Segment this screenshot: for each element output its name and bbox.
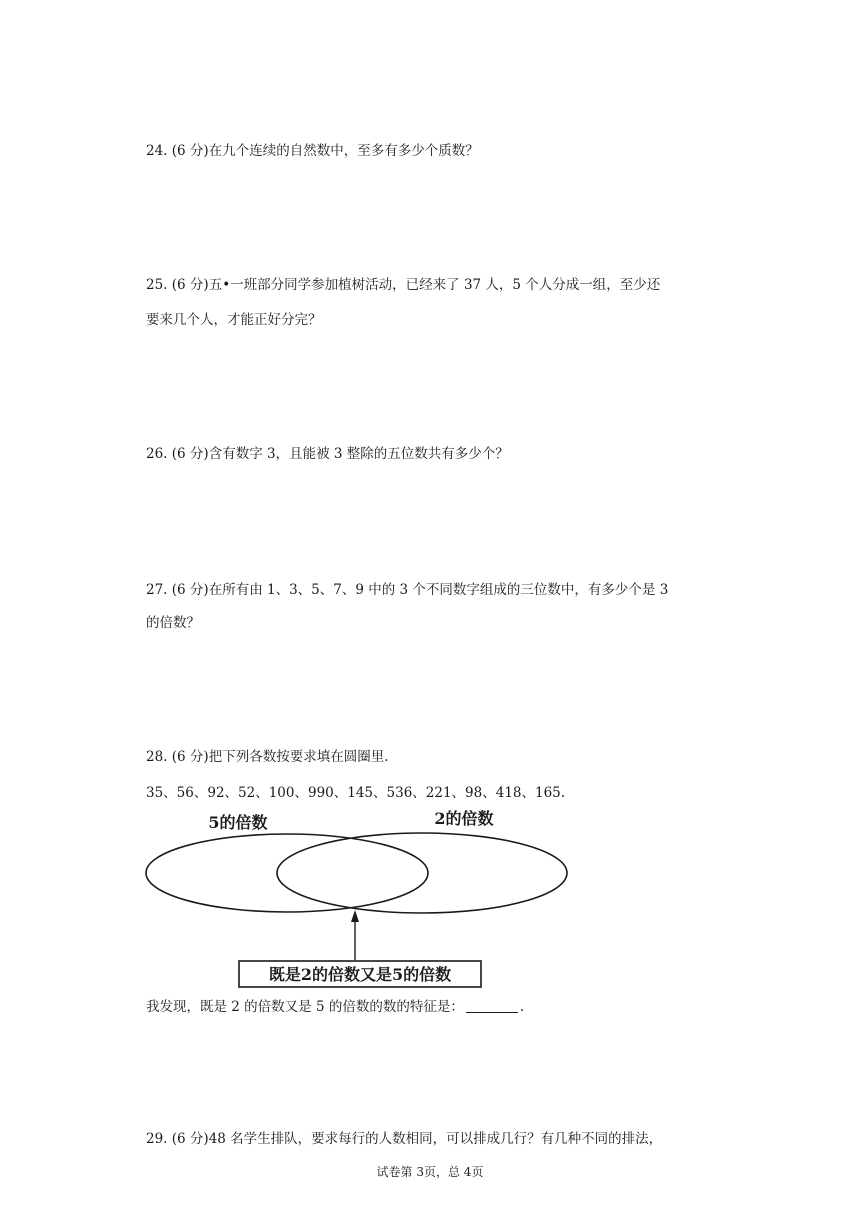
question-score: (6 分): [171, 582, 209, 598]
question-number: 29.: [146, 1131, 168, 1147]
question-text: 含有数字 3，且能被 3 整除的五位数共有多少个？: [208, 446, 509, 462]
question-24: [146, 141, 726, 161]
question-25-line-2: 要来几个人，才能正好分完？: [146, 312, 322, 328]
question-number: 27.: [146, 582, 168, 598]
question-number: 28.: [146, 749, 168, 765]
venn-arrow-head: [351, 910, 359, 922]
venn-right-ellipse: [277, 833, 567, 913]
question-text: 把下列各数按要求填在圆圈里.: [208, 749, 389, 765]
question-number: 26.: [146, 446, 168, 462]
question-text: 在所有由 1、3、5、7、9 中的 3 个不同数字组成的三位数中，有多少个是 3: [208, 582, 669, 598]
question-26: [146, 444, 726, 464]
venn-left-ellipse: [146, 834, 428, 912]
question-score: (6 分): [171, 446, 209, 462]
question-text: 五•一班部分同学参加植树活动，已经来了 37 人，5 个人分成一组，至少还: [208, 277, 661, 293]
venn-label-multiples-of-2: 2的倍数: [434, 809, 494, 828]
answer-blank[interactable]: [466, 998, 518, 1013]
question-text: 48 名学生排队，要求每行的人数相同，可以排成几行？有几种不同的排法，: [208, 1131, 663, 1147]
question-27-line-2: 的倍数？: [146, 615, 200, 631]
question-score: (6 分): [171, 749, 209, 765]
venn-diagram: [140, 802, 580, 992]
question-27: [146, 580, 726, 600]
question-score: (6 分): [171, 277, 209, 293]
finding-statement: [146, 997, 726, 1017]
question-number: 24.: [146, 143, 168, 159]
question-29: [146, 1129, 726, 1149]
venn-label-multiples-of-5: 5的倍数: [208, 813, 268, 832]
question-score: (6 分): [171, 1131, 209, 1147]
finding-text: 我发现，既是 2 的倍数又是 5 的倍数的数的特征是：: [146, 999, 464, 1015]
question-text: 在九个连续的自然数中，至多有多少个质数？: [208, 143, 479, 159]
page-footer: 试卷第 3页，总 4页: [376, 1165, 484, 1179]
question-28: [146, 747, 726, 767]
finding-end: .: [519, 999, 525, 1015]
venn-intersection-label: 既是2的倍数又是5的倍数: [268, 965, 452, 984]
question-score: (6 分): [171, 143, 209, 159]
question-number: 25.: [146, 277, 168, 293]
number-list: 35、56、92、52、100、990、145、536、221、98、418、165.: [146, 785, 566, 801]
question-25: [146, 275, 726, 295]
